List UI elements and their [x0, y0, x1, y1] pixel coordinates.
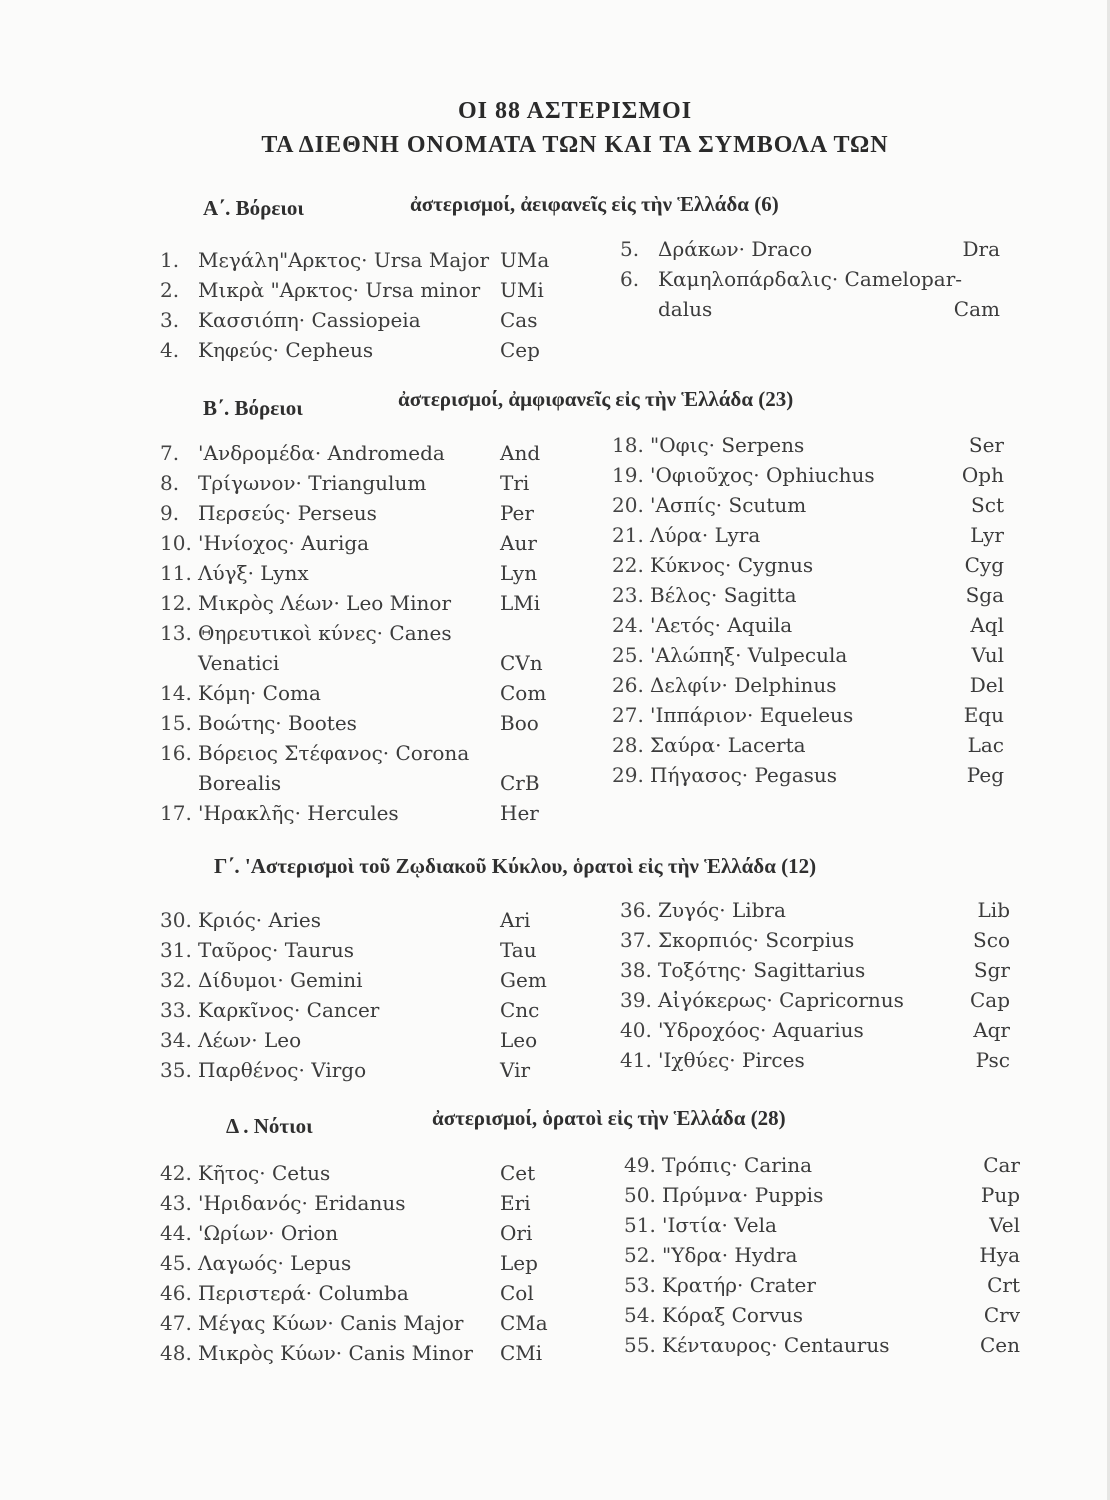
entry-symbol: Cet: [500, 1161, 536, 1185]
section-a-right-list: [620, 234, 1000, 324]
constellation-entry: [160, 1248, 560, 1278]
entry-symbol: Sga: [965, 583, 1004, 607]
entry-number: 51.: [624, 1213, 656, 1237]
entry-number: 30.: [160, 908, 192, 932]
entry-name: Ταῦρος· Taurus: [198, 938, 355, 962]
page-title: ΟΙ 88 ΑΣΤΕΡΙΣΜΟΙ: [457, 98, 693, 124]
entry-number: 48.: [160, 1341, 192, 1365]
entry-number: 10.: [160, 531, 192, 555]
entry-symbol: Com: [500, 681, 547, 705]
entry-name: Κένταυρος· Centaurus: [662, 1333, 890, 1357]
entry-symbol: Gem: [500, 968, 547, 992]
constellation-entry: [160, 558, 560, 588]
constellation-entry: [624, 1270, 1020, 1300]
entry-symbol: Dra: [962, 237, 1000, 261]
constellation-entry: [612, 430, 1004, 460]
entry-number: 19.: [612, 463, 644, 487]
entry-number: 47.: [160, 1311, 192, 1335]
entry-number: 52.: [624, 1243, 656, 1267]
entry-name: Κόμη· Coma: [198, 681, 321, 705]
entry-symbol: Cen: [979, 1333, 1020, 1357]
constellation-entry: [612, 520, 1004, 550]
entry-number: 14.: [160, 681, 192, 705]
entry-number: 45.: [160, 1251, 192, 1275]
entry-symbol: Aur: [500, 531, 537, 555]
constellation-entry: [160, 995, 560, 1025]
entry-name: Δελφίν· Delphinus: [650, 673, 837, 697]
entry-name: Βοώτης· Bootes: [198, 711, 357, 735]
section-d-label: Δ . Νότιοι: [226, 1114, 313, 1138]
entry-name: Λέων· Leo: [198, 1028, 302, 1052]
constellation-entry: [620, 955, 1010, 985]
constellation-entry: [620, 234, 1000, 264]
entry-number: 13.: [160, 621, 192, 645]
section-a-label: Α΄. Βόρειοι: [203, 196, 304, 220]
entry-symbol: Leo: [500, 1028, 538, 1052]
entry-name: Λύρα· Lyra: [650, 523, 761, 547]
entry-name: Αἰγόκερως· Capricornus: [658, 988, 904, 1012]
constellation-entry: [612, 670, 1004, 700]
entry-name: Καρκῖνος· Cancer: [198, 998, 380, 1022]
entry-symbol: Eri: [500, 1191, 531, 1215]
constellation-entry: [160, 1055, 560, 1085]
constellation-entry: [160, 618, 560, 648]
entry-symbol: Cas: [500, 308, 538, 332]
entry-name: Κασσιόπη· Cassiopeia: [198, 308, 421, 332]
entry-name: Κόραξ Corvus: [662, 1303, 803, 1327]
entry-number: 40.: [620, 1018, 652, 1042]
constellation-entry: [160, 1218, 560, 1248]
entry-number: 55.: [624, 1333, 656, 1357]
entry-name: Κρατήρ· Crater: [662, 1273, 816, 1297]
constellation-entry: [624, 1240, 1020, 1270]
entry-name: Λύγξ· Lynx: [198, 561, 309, 585]
entry-number: 31.: [160, 938, 192, 962]
entry-symbol: Cam: [953, 297, 1000, 321]
entry-number: 16.: [160, 741, 192, 765]
entry-symbol: Cap: [969, 988, 1010, 1012]
constellation-entry: [160, 335, 560, 365]
entry-name: Μικρὸς Κύων· Canis Minor: [198, 1341, 473, 1365]
entry-name: Σκορπιός· Scorpius: [658, 928, 855, 952]
entry-number: 49.: [624, 1153, 656, 1177]
constellation-entry: [612, 610, 1004, 640]
entry-name: 'Αλώπηξ· Vulpecula: [650, 643, 848, 667]
constellation-entry: [160, 905, 560, 935]
entry-symbol: Sct: [971, 493, 1004, 517]
entry-symbol: Vul: [971, 643, 1004, 667]
entry-name: 'Ιππάριον· Equeleus: [650, 703, 854, 727]
entry-symbol: Del: [969, 673, 1004, 697]
entry-number: 5.: [620, 237, 640, 261]
entry-number: 37.: [620, 928, 652, 952]
entry-number: 17.: [160, 801, 192, 825]
constellation-entry: [624, 1330, 1020, 1360]
entry-symbol: Vir: [500, 1058, 531, 1082]
entry-number: 11.: [160, 561, 192, 585]
entry-symbol: Crt: [987, 1273, 1020, 1297]
constellation-entry: [160, 1308, 560, 1338]
entry-symbol: Equ: [963, 703, 1004, 727]
constellation-entry: [160, 1025, 560, 1055]
constellation-entry: [160, 965, 560, 995]
constellation-entry: [160, 588, 560, 618]
entry-symbol: Aqr: [973, 1018, 1010, 1042]
entry-number: 44.: [160, 1221, 192, 1245]
constellation-entry: [612, 640, 1004, 670]
entry-number: 24.: [612, 613, 644, 637]
entry-name: Πρύμνα· Puppis: [662, 1183, 824, 1207]
entry-symbol: Pup: [980, 1183, 1020, 1207]
entry-name: 'Ηνίοχος· Auriga: [198, 531, 370, 555]
entry-name: Μέγας Κύων· Canis Major: [198, 1311, 464, 1335]
section-d-left-list: [160, 1158, 560, 1368]
constellation-entry: [160, 738, 560, 768]
entry-symbol: Lyn: [500, 561, 538, 585]
constellation-entry-continuation: [620, 294, 1000, 324]
entry-symbol: LMi: [500, 591, 541, 615]
entry-number: 27.: [612, 703, 644, 727]
entry-name: "Υδρα· Hydra: [662, 1243, 798, 1267]
entry-number: 34.: [160, 1028, 192, 1052]
section-c-left-list: [160, 905, 560, 1085]
entry-name: 'Υδροχόος· Aquarius: [658, 1018, 864, 1042]
entry-name: 'Οφιοῦχος· Ophiuchus: [650, 463, 875, 487]
constellation-entry-continuation: [160, 768, 560, 798]
entry-number: 2.: [160, 278, 180, 302]
entry-name: Venatici: [198, 651, 280, 675]
entry-number: 4.: [160, 338, 180, 362]
entry-symbol: Ser: [968, 433, 1004, 457]
entry-symbol: Cep: [500, 338, 540, 362]
entry-symbol: Lac: [967, 733, 1004, 757]
entry-name: Λαγωός· Lepus: [198, 1251, 352, 1275]
constellation-entry: [160, 1158, 560, 1188]
constellation-entry: [612, 760, 1004, 790]
entry-number: 32.: [160, 968, 192, 992]
entry-symbol: UMi: [500, 278, 544, 302]
entry-name: Κριός· Aries: [198, 908, 321, 932]
section-d-description: ἀστερισμοί, ὁρατοὶ εἰς τὴν Ἑλλάδα (28): [432, 1106, 786, 1130]
entry-name: Παρθένος· Virgo: [198, 1058, 367, 1082]
entry-symbol: CrB: [500, 771, 540, 795]
constellation-entry-continuation: [160, 648, 560, 678]
entry-symbol: Sco: [973, 928, 1010, 952]
constellation-entry: [624, 1180, 1020, 1210]
entry-symbol: CVn: [500, 651, 543, 675]
page-subtitle: ΤΑ ΔΙΕΘΝΗ ΟΝΟΜΑΤΑ ΤΩΝ ΚΑΙ ΤΑ ΣΥΜΒΟΛΑ ΤΩΝ: [261, 132, 889, 158]
constellation-entry: [160, 1278, 560, 1308]
entry-symbol: Ori: [500, 1221, 533, 1245]
entry-number: 54.: [624, 1303, 656, 1327]
entry-number: 38.: [620, 958, 652, 982]
entry-number: 25.: [612, 643, 644, 667]
entry-symbol: Tri: [500, 471, 530, 495]
entry-name: Πήγασος· Pegasus: [650, 763, 838, 787]
entry-symbol: Lep: [500, 1251, 538, 1275]
entry-number: 33.: [160, 998, 192, 1022]
entry-name: Μικρὰ "Αρκτος· Ursa minor: [198, 278, 481, 302]
entry-number: 22.: [612, 553, 644, 577]
entry-number: 20.: [612, 493, 644, 517]
entry-number: 28.: [612, 733, 644, 757]
constellation-entry: [620, 895, 1010, 925]
entry-symbol: Crv: [983, 1303, 1020, 1327]
constellation-entry: [160, 305, 560, 335]
constellation-entry: [620, 925, 1010, 955]
entry-number: 29.: [612, 763, 644, 787]
entry-number: 35.: [160, 1058, 192, 1082]
constellation-entry: [160, 798, 560, 828]
constellation-entry: [612, 460, 1004, 490]
entry-number: 6.: [620, 267, 640, 291]
section-b-right-list: [612, 430, 1004, 790]
entry-name: 'Ηριδανός· Eridanus: [198, 1191, 406, 1215]
entry-number: 9.: [160, 501, 180, 525]
entry-name: Κῆτος· Cetus: [198, 1161, 331, 1185]
entry-symbol: Col: [500, 1281, 534, 1305]
entry-number: 42.: [160, 1161, 192, 1185]
entry-name: Τοξότης· Sagittarius: [658, 958, 866, 982]
entry-name: 'Ανδρομέδα· Andromeda: [198, 441, 445, 465]
entry-symbol: Hya: [979, 1243, 1020, 1267]
entry-name: Ζυγός· Libra: [658, 898, 786, 922]
constellation-entry: [160, 245, 560, 275]
entry-name: Μεγάλη"Αρκτος· Ursa Major: [198, 248, 490, 272]
entry-name: Βόρειος Στέφανος· Corona: [198, 741, 470, 765]
entry-symbol: UMa: [500, 248, 550, 272]
entry-number: 36.: [620, 898, 652, 922]
entry-name: Τρόπις· Carina: [662, 1153, 813, 1177]
section-c-right-list: [620, 895, 1010, 1075]
entry-number: 23.: [612, 583, 644, 607]
constellation-entry: [160, 1188, 560, 1218]
entry-symbol: Per: [500, 501, 534, 525]
constellation-entry: [160, 528, 560, 558]
entry-symbol: Car: [983, 1153, 1020, 1177]
constellation-entry: [160, 708, 560, 738]
entry-number: 15.: [160, 711, 192, 735]
constellation-entry: [620, 1045, 1010, 1075]
entry-name: 'Ιχθύες· Pirces: [658, 1048, 805, 1072]
entry-name: Κύκνος· Cygnus: [650, 553, 814, 577]
entry-number: 46.: [160, 1281, 192, 1305]
entry-symbol: Vel: [989, 1213, 1020, 1237]
entry-number: 43.: [160, 1191, 192, 1215]
entry-name: Καμηλοπάρδαλις· Camelopar-: [658, 267, 963, 291]
entry-symbol: And: [500, 441, 541, 465]
entry-name: dalus: [658, 297, 713, 321]
entry-symbol: Boo: [500, 711, 539, 735]
entry-symbol: Lyr: [970, 523, 1004, 547]
entry-number: 8.: [160, 471, 180, 495]
entry-number: 3.: [160, 308, 180, 332]
constellation-entry: [624, 1300, 1020, 1330]
entry-number: 21.: [612, 523, 644, 547]
section-a-description: ἀστερισμοί, ἀειφανεῖς εἰς τὴν Ἑλλάδα (6): [410, 192, 779, 216]
entry-name: 'Ιστία· Vela: [662, 1213, 777, 1237]
entry-symbol: CMi: [500, 1341, 543, 1365]
entry-name: Σαύρα· Lacerta: [650, 733, 806, 757]
entry-number: 18.: [612, 433, 644, 457]
entry-name: "Οφις· Serpens: [650, 433, 805, 457]
constellation-entry: [160, 275, 560, 305]
entry-name: 'Ωρίων· Orion: [198, 1221, 339, 1245]
constellation-entry: [620, 1015, 1010, 1045]
entry-number: 7.: [160, 441, 180, 465]
entry-name: Μικρὸς Λέων· Leo Minor: [198, 591, 452, 615]
entry-number: 50.: [624, 1183, 656, 1207]
entry-name: Θηρευτικοὶ κύνες· Canes: [198, 621, 452, 645]
entry-symbol: Cnc: [500, 998, 540, 1022]
entry-symbol: Aql: [970, 613, 1004, 637]
entry-name: Δίδυμοι· Gemini: [198, 968, 363, 992]
entry-symbol: Peg: [966, 763, 1004, 787]
entry-symbol: CMa: [500, 1311, 548, 1335]
entry-symbol: Psc: [975, 1048, 1010, 1072]
entry-name: Borealis: [198, 771, 282, 795]
entry-name: Βέλος· Sagitta: [650, 583, 797, 607]
section-d-right-list: [624, 1150, 1020, 1360]
entry-name: 'Ασπίς· Scutum: [650, 493, 807, 517]
entry-symbol: Lib: [977, 898, 1010, 922]
entry-symbol: Sgr: [973, 958, 1010, 982]
section-a-left-list: [160, 245, 560, 365]
entry-name: Δράκων· Draco: [658, 237, 813, 261]
constellation-entry: [624, 1150, 1020, 1180]
entry-symbol: Cyg: [964, 553, 1004, 577]
constellation-entry: [612, 730, 1004, 760]
section-b-left-list: [160, 438, 560, 828]
section-c-label: Γ΄. 'Αστερισμοὶ τοῦ Ζῳδιακοῦ Κύκλου, ὁρατοὶ εἰς τὴν Ἑλλάδα (12): [214, 854, 817, 878]
constellation-entry: [160, 438, 560, 468]
entry-name: Κηφεύς· Cepheus: [198, 338, 374, 362]
constellation-entry: [624, 1210, 1020, 1240]
constellation-entry: [612, 700, 1004, 730]
constellation-entry: [160, 1338, 560, 1368]
entry-number: 41.: [620, 1048, 652, 1072]
entry-name: 'Ηρακλῆς· Hercules: [198, 801, 399, 825]
entry-number: 53.: [624, 1273, 656, 1297]
constellation-entry: [160, 468, 560, 498]
entry-name: Περιστερά· Columba: [198, 1281, 409, 1305]
entry-number: 39.: [620, 988, 652, 1012]
entry-number: 1.: [160, 248, 180, 272]
section-b-description: ἀστερισμοί, ἀμφιφανεῖς εἰς τὴν Ἑλλάδα (23): [398, 387, 794, 411]
entry-symbol: Tau: [500, 938, 537, 962]
entry-name: 'Αετός· Aquila: [650, 613, 793, 637]
constellation-entry: [612, 580, 1004, 610]
entry-name: Περσεύς· Perseus: [198, 501, 377, 525]
constellation-entry: [620, 985, 1010, 1015]
entry-symbol: Oph: [961, 463, 1004, 487]
entry-name: Τρίγωνον· Triangulum: [198, 471, 427, 495]
constellation-entry: [160, 678, 560, 708]
constellation-entry: [160, 498, 560, 528]
constellation-entry: [160, 935, 560, 965]
constellation-entry: [620, 264, 1000, 294]
entry-symbol: Her: [500, 801, 539, 825]
entry-number: 12.: [160, 591, 192, 615]
entry-number: 26.: [612, 673, 644, 697]
constellation-entry: [612, 550, 1004, 580]
section-b-label: Β΄. Βόρειοι: [203, 396, 303, 420]
constellation-entry: [612, 490, 1004, 520]
entry-symbol: Ari: [500, 908, 531, 932]
